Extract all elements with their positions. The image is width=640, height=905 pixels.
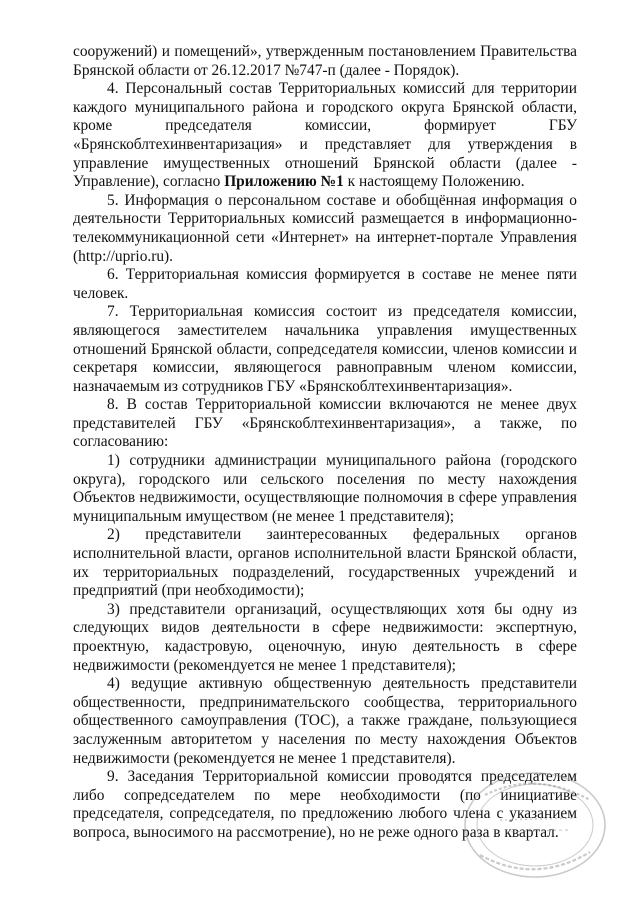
paragraph-6: 6. Территориальная комиссия формируется в составе не менее пяти человек. bbox=[73, 266, 577, 302]
official-stamp-icon bbox=[440, 760, 610, 880]
paragraph-intro: сооружений) и помещений», утвержденным постановлением Правительства Брянской области от 26.12.2017 №747-п (далее - Порядок). bbox=[73, 43, 577, 79]
paragraph-8-item-1: 1) сотрудники администрации муниципального района (городского округа), городского или сельского поселения по месту нахождения Объектов недвижимости, осуществляющие полномочия в сфере управления муниципальным имуществом (не менее 1 представителя); bbox=[73, 452, 577, 525]
paragraph-5: 5. Информация о персональном составе и обобщённая информация о деятельности Территориальных комиссий размещается в информационно-телекоммуникационной сети «Интернет» на интернет-портале Управления (http://uprio.ru). bbox=[73, 191, 577, 265]
paragraph-8: 8. В состав Территориальной комиссии включаются не менее двух представителей ГБУ «Брянскоблтехинвентаризация», а также, по согласованию: bbox=[73, 396, 577, 451]
document-body bbox=[73, 43, 577, 843]
paragraph-7: 7. Территориальная комиссия состоит из председателя комиссии, являющегося заместителем начальника управления имущественных отношений Брянской области, сопредседателя комиссии, членов комиссии и секретаря комиссии, являющегося равноправным членом комиссии, назначаемым из сотрудников ГБУ «Брянскоблтехинвентаризация». bbox=[73, 303, 577, 395]
paragraph-8-item-3: 3) представители организаций, осуществляющих хотя бы одну из следующих видов деятельности в сфере недвижимости: экспертную, проектную, кадастровую, оценочную, иную деятельность в сфере недвижимости (рекомендуется не менее 1 представителя); bbox=[73, 600, 577, 674]
paragraph-9: 9. Заседания Территориальной комиссии проводятся председателем либо сопредседателем по мере необходимости (по инициативе председателя, сопредседателя, по предложению любого члена с указанием вопроса, выносимого на рассмотрение), но не реже одного раза в квартал. bbox=[73, 768, 577, 841]
paragraph-4: 4. Персональный состав Территориальных комиссий для территории каждого муниципального района и городского округа Брянской области, кроме председателя комиссии, формирует ГБУ «Брянскоблтехинвентаризация» и представляет для утверждения в управление имущественных отношений Брянской области (далее - Управление), согласно Приложению №1 к настоящему Положению. bbox=[73, 80, 577, 191]
paragraph-8-item-2: 2) представители заинтересованных федеральных органов исполнительной власти, органов исполнительной власти Брянской области, их территориальных подразделений, государственных учреждений и предприятий (при необходимости); bbox=[73, 526, 577, 600]
paragraph-8-item-4: 4) ведущие активную общественную деятельность представители общественности, предпринимательского сообщества, территориального общественного самоуправления (ТОС), а также граждане, пользующиеся заслуженным авторитетом у населения по месту нахождения Объектов недвижимости (рекомендуется не менее 1 представителя). bbox=[73, 675, 577, 767]
appendix-reference: Приложению №1 bbox=[224, 173, 344, 191]
